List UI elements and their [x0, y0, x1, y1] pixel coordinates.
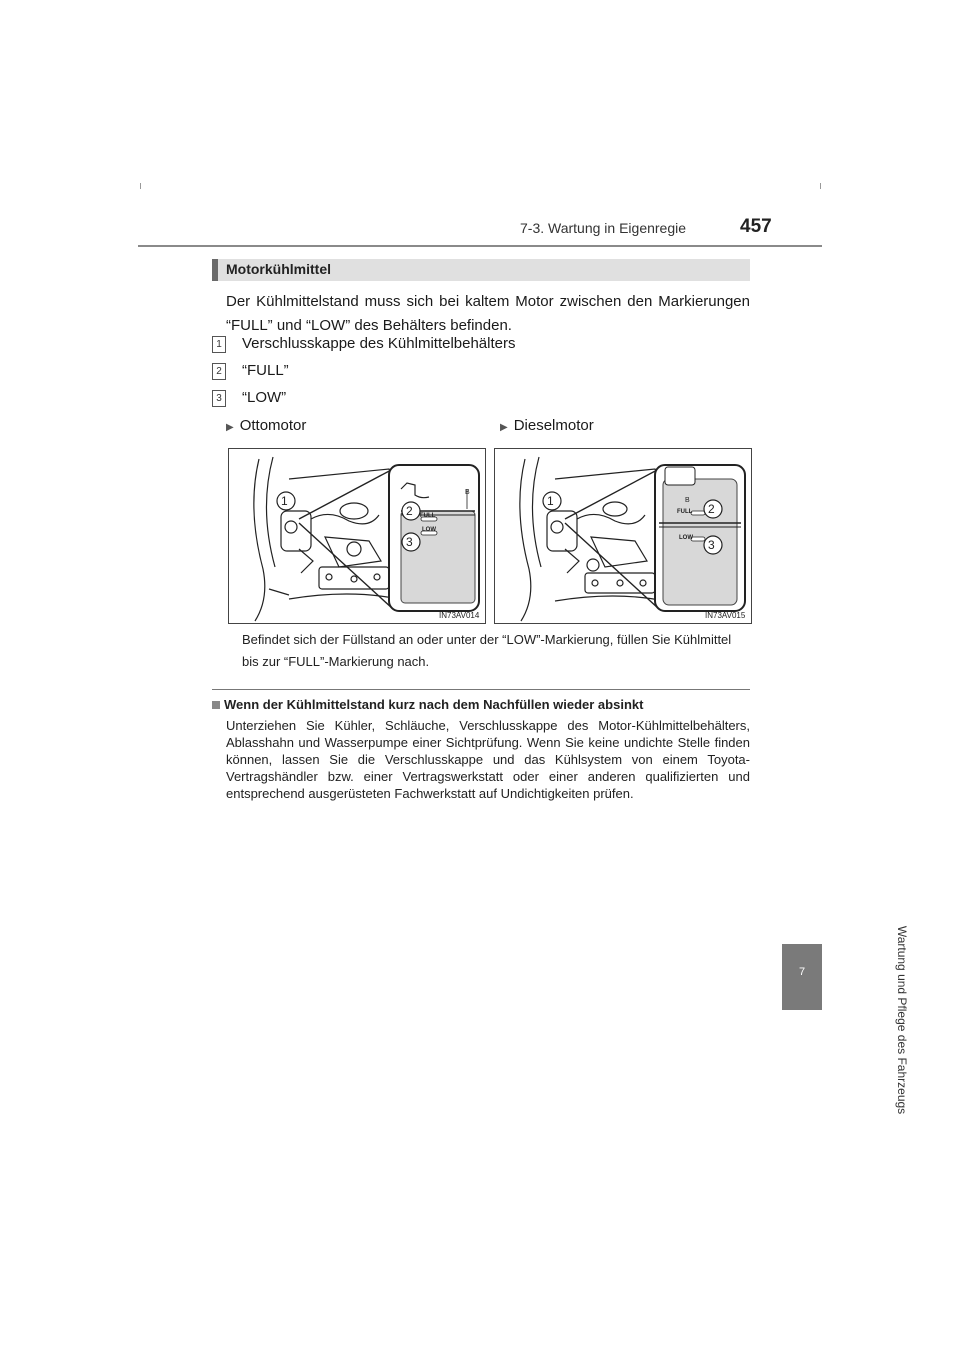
figure-petrol-engine [228, 448, 486, 624]
section-heading [212, 259, 750, 281]
callout-3: 3 [406, 535, 413, 549]
mark-full: FULL [677, 509, 693, 515]
mark-b: B [465, 489, 470, 496]
mark-low: LOW [679, 535, 693, 541]
engine-bay-illustration [229, 449, 485, 623]
section-heading-text: Motorkühlmittel [226, 261, 331, 277]
crop-mark [140, 183, 141, 189]
figure-diesel-engine [494, 448, 752, 624]
legend-text-3: “LOW” [242, 389, 287, 406]
chapter-title-vertical: Wartung und Pflege des Fahrzeugs [895, 925, 909, 1115]
note-title: Wenn der Kühlmittelstand kurz nach dem Nachfüllen wieder absinkt [224, 697, 644, 712]
legend-number-3: 3 [212, 390, 226, 407]
page-number: 457 [740, 216, 772, 237]
callout-1: 1 [281, 494, 288, 508]
callout-3: 3 [708, 538, 715, 552]
bullet-triangle-icon: ▶ [500, 422, 508, 433]
intro-paragraph: Der Kühlmittelstand muss sich bei kaltem Motor zwischen den Markierungen “FULL” und “LOW” des Behälters befinden. [226, 293, 750, 334]
mark-full: FULL [420, 513, 436, 519]
note-body: Unterziehen Sie Kühler, Schläuche, Verschlusskappe des Motor-Kühlmittelbehälters, Ablasshahn und Wasserpumpe einer Sichtprüfung. Wenn Sie keine undichte Stelle finden können, lassen Sie die Verschlusskappe und das Kühlsystem von einem Toyota-Vertragshändler bzw. einer Vertragswerkstatt oder einer anderen qualifizierten und entsprechend ausgerüsteten Fachwerkstatt auf Undichtigkeiten prüfen. [226, 718, 750, 801]
legend-number-2: 2 [212, 363, 226, 380]
legend-text-1: Verschlusskappe des Kühlmittelbehälters [242, 335, 516, 352]
figure-label-diesel: ▶ Dieselmotor [500, 417, 594, 434]
figure-code: IN73AV015 [705, 611, 746, 620]
square-bullet-icon [212, 701, 220, 709]
mark-b: B [685, 497, 690, 504]
chapter-number: 7 [798, 966, 806, 978]
bullet-triangle-icon: ▶ [226, 422, 234, 433]
callout-2: 2 [708, 502, 715, 516]
legend-text-2: “FULL” [242, 362, 289, 379]
figure-label-petrol: ▶ Ottomotor [226, 417, 307, 434]
header-divider [138, 245, 822, 247]
figure-code: IN73AV014 [439, 611, 480, 620]
callout-1: 1 [547, 494, 554, 508]
mark-low: LOW [422, 527, 436, 533]
legend-number-1: 1 [212, 336, 226, 353]
note-divider [212, 689, 750, 690]
engine-bay-illustration [495, 449, 751, 623]
note-heading [212, 697, 643, 712]
crop-mark [820, 183, 821, 189]
figure-caption: Befindet sich der Füllstand an oder unter der “LOW”-Markierung, füllen Sie Kühlmittel bis zur “FULL”-Markierung nach. [242, 632, 732, 669]
callout-2: 2 [406, 504, 413, 518]
header-section-title: 7-3. Wartung in Eigenregie [520, 220, 687, 236]
section-heading-bar [212, 259, 218, 281]
